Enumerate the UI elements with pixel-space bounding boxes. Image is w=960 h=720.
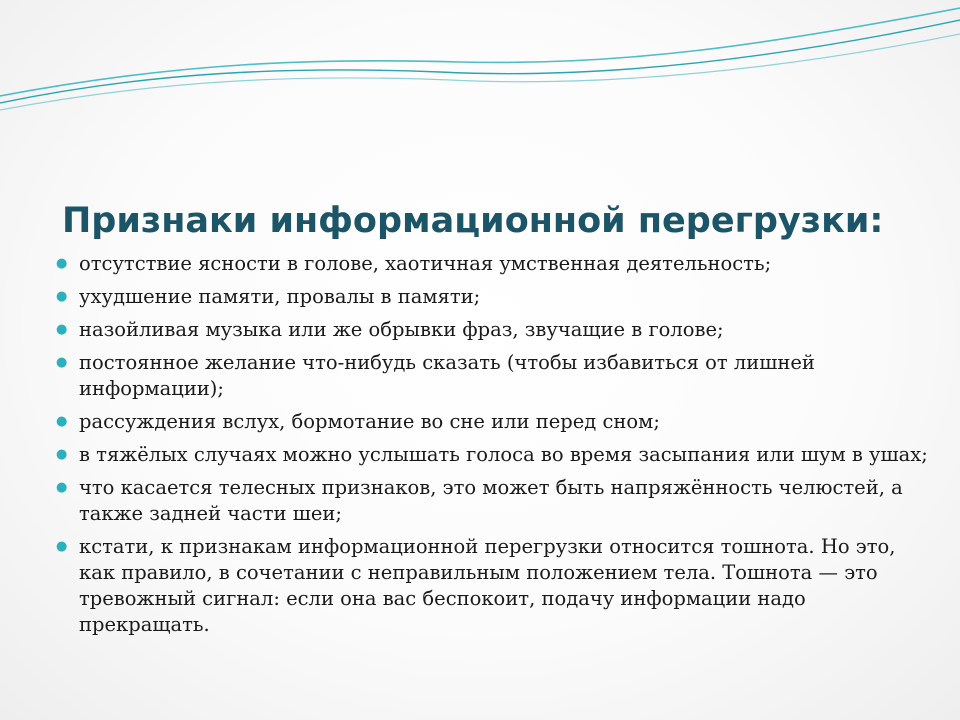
bullet-dot-icon: ● <box>56 322 68 337</box>
list-item-text: что касается телесных признаков, это может быть напряжённость челюстей, а также задней части шеи; <box>79 476 903 525</box>
bullet-dot-icon: ● <box>56 447 68 462</box>
bullet-dot-icon: ● <box>56 256 68 271</box>
bullet-dot-icon: ● <box>56 480 68 495</box>
list-item <box>56 350 936 402</box>
list-item-text: постоянное желание что-нибудь сказать (чтобы избавиться от лишней информации); <box>79 351 815 400</box>
wave-line <box>0 20 960 103</box>
bullet-list <box>56 251 936 645</box>
list-item <box>56 442 936 468</box>
wave-line <box>0 34 960 110</box>
list-item <box>56 251 936 277</box>
wave-line <box>0 8 960 96</box>
list-item <box>56 475 936 527</box>
list-item <box>56 534 936 638</box>
list-item-text: ухудшение памяти, провалы в памяти; <box>79 285 481 308</box>
bullet-dot-icon: ● <box>56 539 68 554</box>
list-item-text: кстати, к признакам информационной перегрузки относится тошнота. Но это, как правило, в сочетании с неправильным положением тела. Тошнота — это тревожный сигнал: если она вас беспокоит, подачу информации надо прекращать. <box>79 535 896 636</box>
list-item <box>56 284 936 310</box>
decorative-wave-lines <box>0 0 960 130</box>
bullet-dot-icon: ● <box>56 414 68 429</box>
list-item <box>56 317 936 343</box>
list-item-text: рассуждения вслух, бормотание во сне или перед сном; <box>79 410 660 433</box>
bullet-dot-icon: ● <box>56 289 68 304</box>
list-item-text: в тяжёлых случаях можно услышать голоса во время засыпания или шум в ушах; <box>79 443 928 466</box>
slide-title: Признаки информационной перегрузки: <box>62 201 884 241</box>
list-item <box>56 409 936 435</box>
list-item-text: назойливая музыка или же обрывки фраз, звучащие в голове; <box>79 318 724 341</box>
list-item-text: отсутствие ясности в голове, хаотичная умственная деятельность; <box>79 252 772 275</box>
bullet-dot-icon: ● <box>56 355 68 370</box>
